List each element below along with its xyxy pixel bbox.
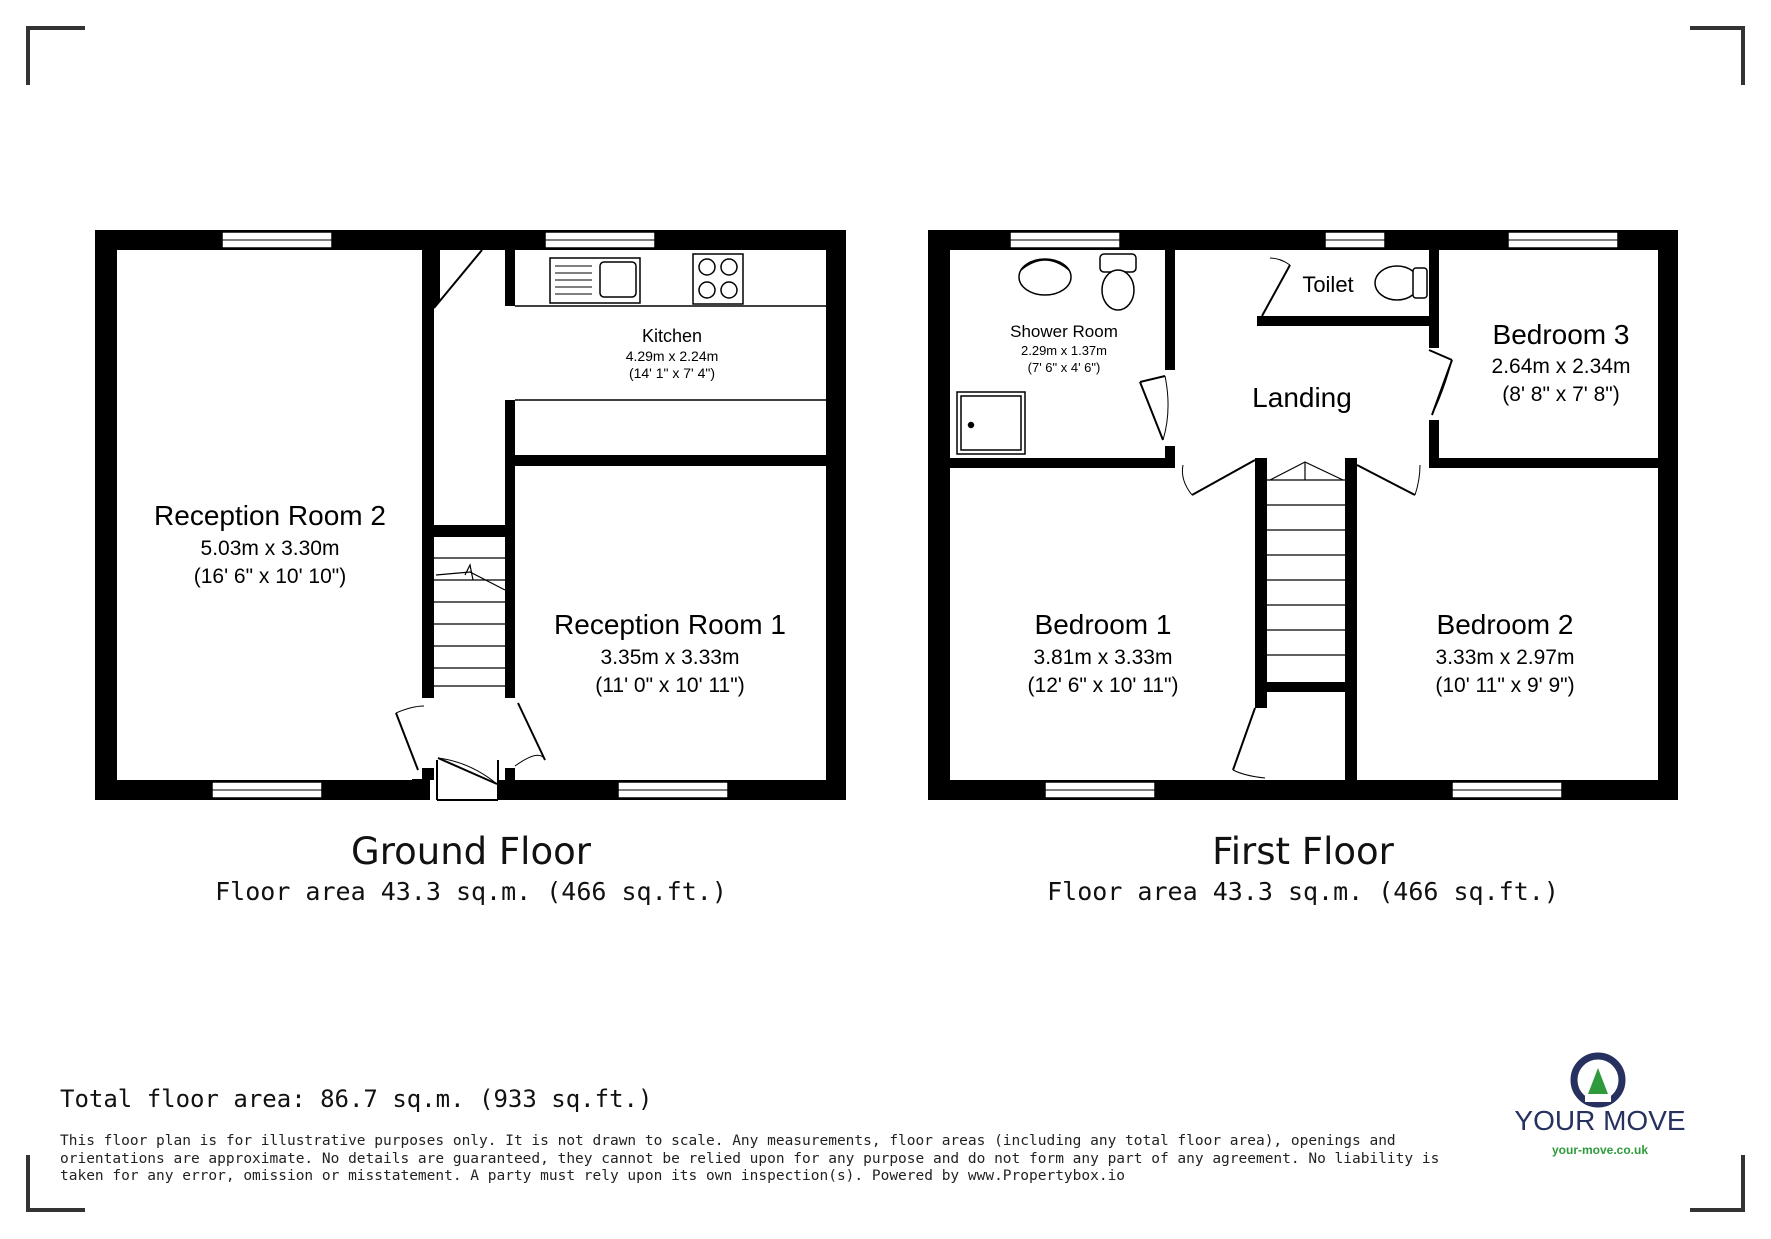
brand-name: YOUR MOVE xyxy=(1514,1105,1686,1136)
room-imperial: (7' 6" x 4' 6") xyxy=(1027,360,1101,375)
room-imperial: (16' 6" x 10' 10") xyxy=(193,565,347,588)
ground-floor-plan xyxy=(95,230,846,800)
first-floor-plan xyxy=(928,230,1678,800)
room-name: Toilet xyxy=(1302,272,1354,297)
room-metric: 3.81m x 3.33m xyxy=(1033,646,1173,669)
room-name: Bedroom 1 xyxy=(1034,609,1172,640)
brand-url[interactable]: your-move.co.uk xyxy=(1551,1143,1649,1157)
first-floor-title: First Floor xyxy=(1212,830,1394,873)
ground-floor-area: Floor area 43.3 sq.m. (466 sq.ft.) xyxy=(215,877,727,906)
room-imperial: (12' 6" x 10' 11") xyxy=(1027,674,1179,697)
disclaimer-text: This floor plan is for illustrative purposes only. It is not drawn to scale. Any measurements, floor areas (including any total floor area), openings and orientations are approximate. No details are guaranteed, they cannot be relied upon for any purpose and do not form any part of any agreement. No liability is taken for any error, omission or misstatement. A party must rely upon its own inspection(s). Powered by www.Propertybox.io xyxy=(60,1133,1440,1184)
room-imperial: (8' 8" x 7' 8") xyxy=(1502,383,1620,406)
room-name: Reception Room 2 xyxy=(154,500,386,531)
room-name: Shower Room xyxy=(1010,322,1118,341)
room-metric: 4.29m x 2.24m xyxy=(625,348,719,364)
room-name: Reception Room 1 xyxy=(554,609,786,640)
room-imperial: (14' 1" x 7' 4") xyxy=(628,365,716,381)
room-imperial: (10' 11" x 9' 9") xyxy=(1435,674,1575,697)
room-name: Landing xyxy=(1252,382,1352,413)
ground-floor-title: Ground Floor xyxy=(351,830,591,873)
room-metric: 3.35m x 3.33m xyxy=(600,646,740,669)
room-imperial: (11' 0" x 10' 11") xyxy=(595,674,745,697)
room-metric: 5.03m x 3.30m xyxy=(200,537,340,560)
room-metric: 2.64m x 2.34m xyxy=(1491,355,1631,378)
total-floor-area: Total floor area: 86.7 sq.m. (933 sq.ft.) xyxy=(60,1085,653,1113)
first-floor-area: Floor area 43.3 sq.m. (466 sq.ft.) xyxy=(1047,877,1559,906)
room-metric: 2.29m x 1.37m xyxy=(1021,343,1107,358)
room-name: Bedroom 3 xyxy=(1492,319,1630,350)
room-name: Kitchen xyxy=(641,326,703,346)
room-name: Bedroom 2 xyxy=(1436,609,1574,640)
room-metric: 3.33m x 2.97m xyxy=(1435,646,1575,669)
your-move-logo-icon xyxy=(1574,1056,1622,1104)
